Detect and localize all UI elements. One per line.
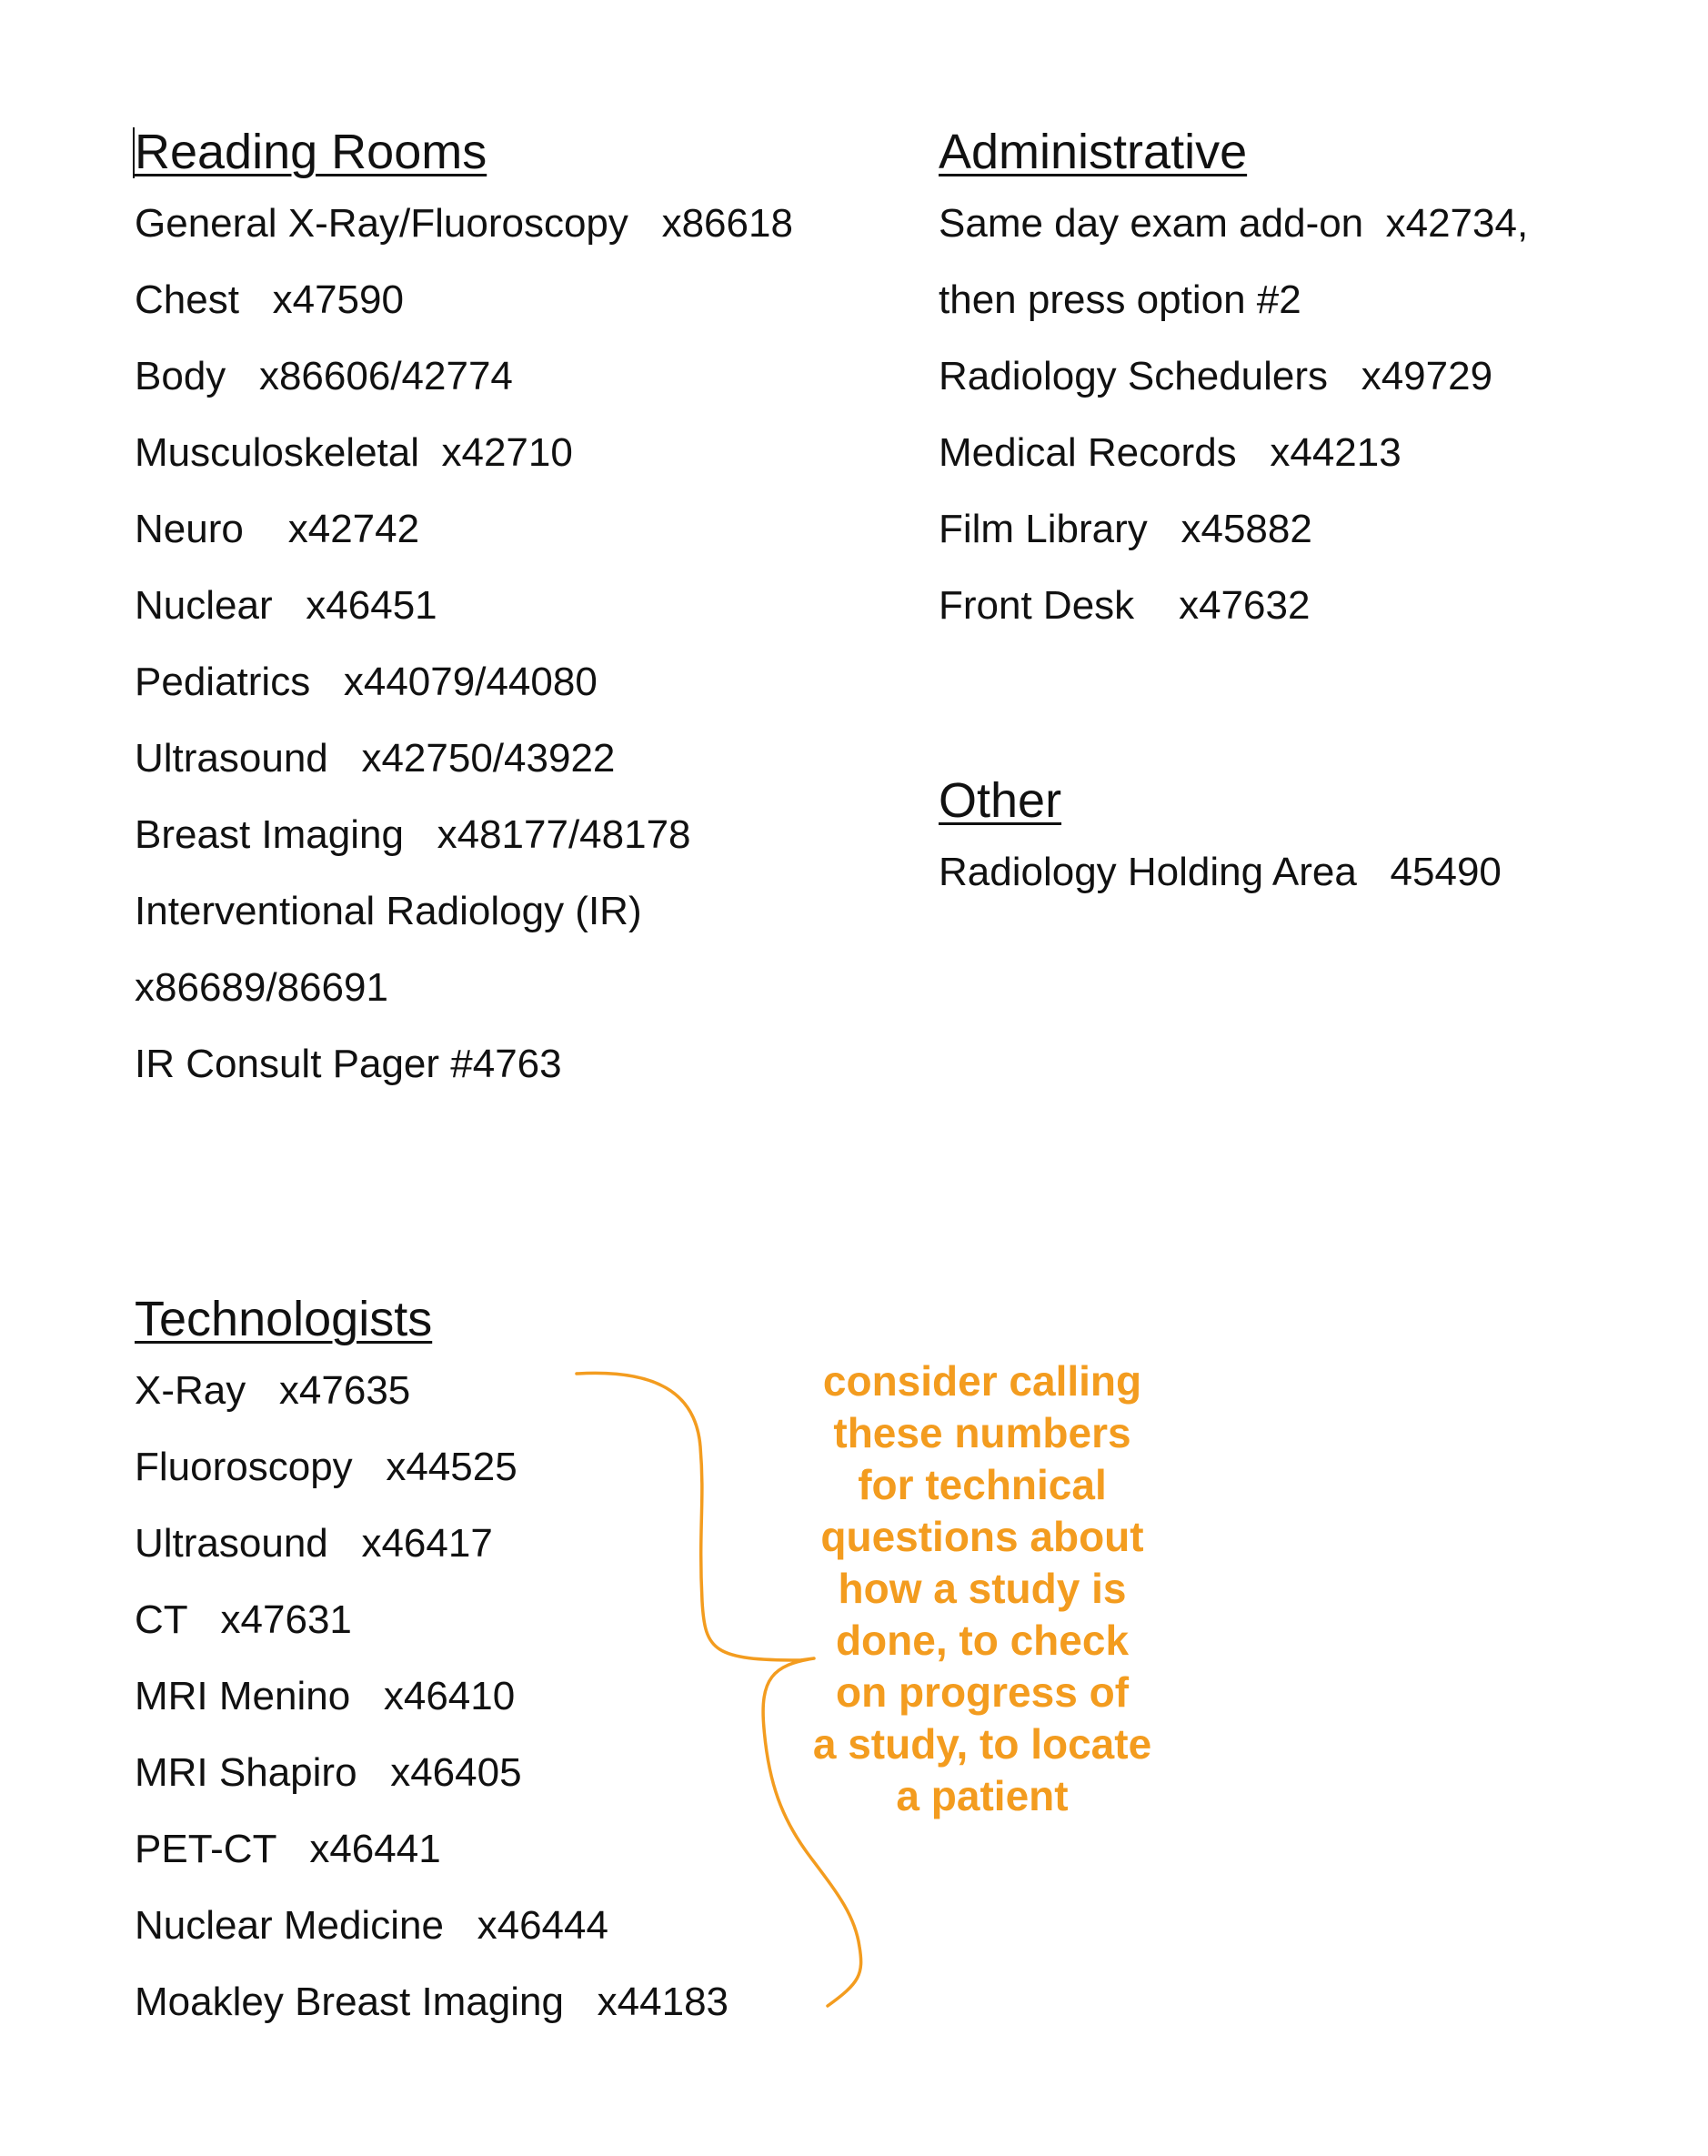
reading-room-line: Pediatrics x44079/44080 bbox=[135, 660, 598, 704]
other-line: Radiology Holding Area 45490 bbox=[939, 850, 1502, 894]
reading-room-line: x86689/86691 bbox=[135, 965, 388, 1010]
technologist-line: Ultrasound x46417 bbox=[135, 1521, 493, 1566]
administrative-section bbox=[939, 118, 1528, 644]
technologist-line: Nuclear Medicine x46444 bbox=[135, 1903, 608, 1948]
reading-room-line: Interventional Radiology (IR) bbox=[135, 889, 642, 933]
technologist-line: Moakley Breast Imaging x44183 bbox=[135, 1980, 729, 2024]
administrative-line: Medical Records x44213 bbox=[939, 430, 1402, 475]
reading-room-line: Nuclear x46451 bbox=[135, 583, 437, 628]
reading-room-line: IR Consult Pager #4763 bbox=[135, 1042, 562, 1086]
administrative-heading: Administrative bbox=[939, 125, 1248, 179]
technologist-line: CT x47631 bbox=[135, 1597, 352, 1642]
reading-room-line: Body x86606/42774 bbox=[135, 354, 513, 398]
annotation-note: consider calling these numbers for technical questions about how a study is done, to check on progress of a study, to locate a patient bbox=[812, 1357, 1152, 1819]
administrative-line: Same day exam add-on x42734, bbox=[939, 201, 1529, 246]
technologist-line: Fluoroscopy x44525 bbox=[135, 1445, 517, 1489]
technologist-line: X-Ray x47635 bbox=[135, 1368, 411, 1413]
administrative-line: Radiology Schedulers x49729 bbox=[939, 354, 1493, 398]
reading-rooms-section bbox=[135, 118, 793, 1103]
administrative-line: Film Library x45882 bbox=[939, 507, 1312, 551]
reading-room-line: Musculoskeletal x42710 bbox=[135, 430, 573, 475]
other-section bbox=[939, 767, 1502, 911]
reading-room-line: Ultrasound x42750/43922 bbox=[135, 736, 616, 781]
administrative-line: then press option #2 bbox=[939, 277, 1301, 322]
technologists-heading: Technologists bbox=[135, 1292, 433, 1346]
technologist-line: PET-CT x46441 bbox=[135, 1827, 441, 1871]
reading-room-line: Breast Imaging x48177/48178 bbox=[135, 812, 691, 857]
reading-room-line: Neuro x42742 bbox=[135, 507, 420, 551]
technologist-line: MRI Menino x46410 bbox=[135, 1674, 516, 1718]
reading-rooms-heading: Reading Rooms bbox=[135, 125, 487, 179]
administrative-line: Front Desk x47632 bbox=[939, 583, 1311, 628]
other-heading: Other bbox=[939, 773, 1062, 828]
technologist-line: MRI Shapiro x46405 bbox=[135, 1750, 522, 1795]
reading-room-line: Chest x47590 bbox=[135, 277, 404, 322]
reading-room-line: General X-Ray/Fluoroscopy x86618 bbox=[135, 201, 793, 246]
